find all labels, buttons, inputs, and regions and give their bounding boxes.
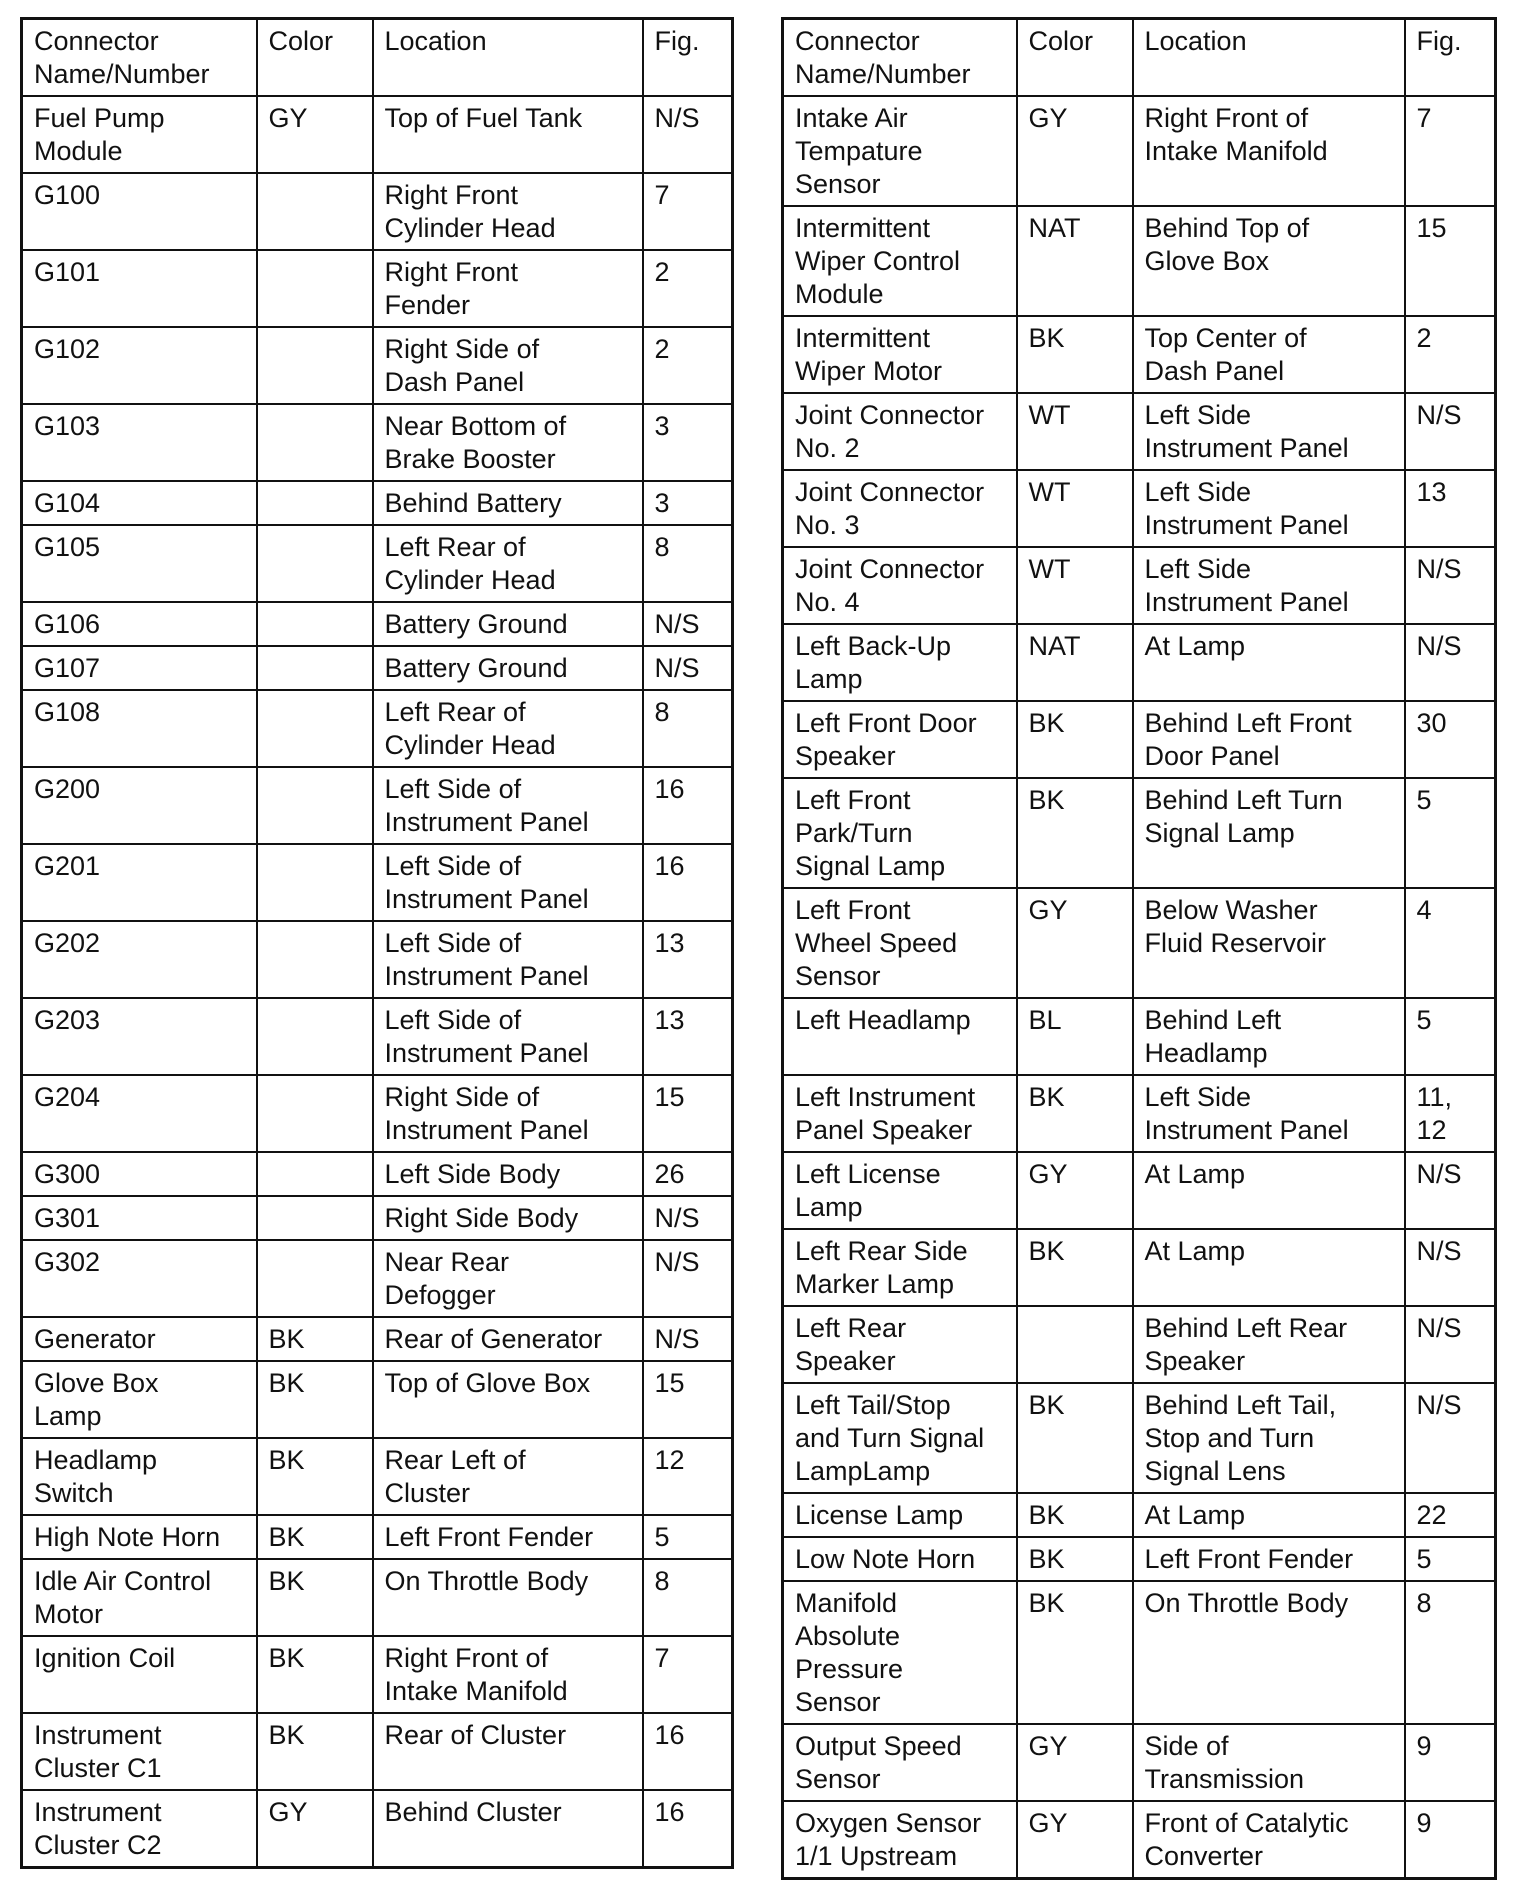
location-cell: At Lamp (1133, 624, 1405, 701)
location-cell: Behind Battery (373, 481, 643, 525)
table-row (22, 1636, 733, 1713)
figure-number-cell: 7 (643, 173, 733, 250)
table-row (22, 1152, 733, 1196)
figure-number-cell: 2 (643, 327, 733, 404)
figure-number-cell: N/S (643, 646, 733, 690)
location-cell: Below Washer Fluid Reservoir (1133, 888, 1405, 998)
wire-color-cell (257, 646, 373, 690)
wire-color-cell (257, 481, 373, 525)
figure-number-cell: N/S (643, 1196, 733, 1240)
figure-number-cell: 16 (643, 1713, 733, 1790)
figure-number-cell: 9 (1405, 1801, 1496, 1879)
connector-name-cell: Joint Connector No. 2 (783, 393, 1017, 470)
location-cell: Right Side of Instrument Panel (373, 1075, 643, 1152)
figure-number-cell: N/S (1405, 624, 1496, 701)
connector-name-cell: License Lamp (783, 1493, 1017, 1537)
wire-color-cell (257, 327, 373, 404)
connector-name-cell: G104 (22, 481, 257, 525)
connector-name-cell: G101 (22, 250, 257, 327)
table-row (22, 844, 733, 921)
table-row (783, 701, 1496, 778)
figure-number-cell: N/S (1405, 1152, 1496, 1229)
header-color: Color (257, 19, 373, 97)
location-cell: Left Front Fender (373, 1515, 643, 1559)
connector-name-cell: Manifold Absolute Pressure Sensor (783, 1581, 1017, 1724)
location-cell: Battery Ground (373, 646, 643, 690)
wire-color-cell (257, 690, 373, 767)
connector-name-cell: Intermittent Wiper Motor (783, 316, 1017, 393)
connector-name-cell: Left Front Park/Turn Signal Lamp (783, 778, 1017, 888)
figure-number-cell: N/S (1405, 1383, 1496, 1493)
connector-name-cell: Generator (22, 1317, 257, 1361)
wire-color-cell (257, 173, 373, 250)
connector-name-cell: Fuel Pump Module (22, 96, 257, 173)
location-cell: Right Side Body (373, 1196, 643, 1240)
table-row (783, 206, 1496, 316)
wire-color-cell: BL (1017, 998, 1133, 1075)
wire-color-cell: BK (1017, 778, 1133, 888)
table-header-row (22, 19, 733, 97)
table-row (783, 1152, 1496, 1229)
figure-number-cell: N/S (643, 1240, 733, 1317)
location-cell: Rear of Generator (373, 1317, 643, 1361)
location-cell: Left Side of Instrument Panel (373, 998, 643, 1075)
table-row (22, 250, 733, 327)
connector-name-cell: G108 (22, 690, 257, 767)
connector-name-cell: Left Front Wheel Speed Sensor (783, 888, 1017, 998)
wire-color-cell: BK (257, 1713, 373, 1790)
wire-color-cell: BK (1017, 1075, 1133, 1152)
location-cell: Behind Left Headlamp (1133, 998, 1405, 1075)
wire-color-cell: BK (1017, 1537, 1133, 1581)
table-row (22, 921, 733, 998)
location-cell: Left Side Instrument Panel (1133, 1075, 1405, 1152)
figure-number-cell: 16 (643, 767, 733, 844)
location-cell: Behind Cluster (373, 1790, 643, 1868)
table-row (22, 525, 733, 602)
location-cell: Left Side of Instrument Panel (373, 921, 643, 998)
connector-name-cell: G301 (22, 1196, 257, 1240)
table-row (783, 1383, 1496, 1493)
wire-color-cell (257, 767, 373, 844)
location-cell: Left Front Fender (1133, 1537, 1405, 1581)
table-row (22, 1713, 733, 1790)
location-cell: At Lamp (1133, 1152, 1405, 1229)
location-cell: Right Side of Dash Panel (373, 327, 643, 404)
wire-color-cell: BK (257, 1559, 373, 1636)
wire-color-cell: NAT (1017, 206, 1133, 316)
table-row (783, 998, 1496, 1075)
table-row (783, 1581, 1496, 1724)
figure-number-cell: 3 (643, 404, 733, 481)
connector-name-cell: Left Headlamp (783, 998, 1017, 1075)
table-row (783, 1306, 1496, 1383)
location-cell: At Lamp (1133, 1493, 1405, 1537)
table-row (22, 998, 733, 1075)
table-row (783, 1493, 1496, 1537)
connector-name-cell: Glove Box Lamp (22, 1361, 257, 1438)
table-row (22, 1559, 733, 1636)
figure-number-cell: 2 (643, 250, 733, 327)
wire-color-cell (257, 1152, 373, 1196)
connector-name-cell: G103 (22, 404, 257, 481)
figure-number-cell: N/S (1405, 547, 1496, 624)
location-cell: On Throttle Body (1133, 1581, 1405, 1724)
wire-color-cell (257, 921, 373, 998)
connector-name-cell: G204 (22, 1075, 257, 1152)
wire-color-cell: BK (257, 1636, 373, 1713)
connector-name-cell: G200 (22, 767, 257, 844)
table-row (22, 173, 733, 250)
table-row (22, 767, 733, 844)
connector-name-cell: Low Note Horn (783, 1537, 1017, 1581)
wire-color-cell (257, 1075, 373, 1152)
table-row (22, 1075, 733, 1152)
wire-color-cell: GY (1017, 1801, 1133, 1879)
wire-color-cell: BK (1017, 1383, 1133, 1493)
figure-number-cell: 8 (643, 525, 733, 602)
location-cell: Left Rear of Cylinder Head (373, 690, 643, 767)
connector-name-cell: Left Rear Side Marker Lamp (783, 1229, 1017, 1306)
connector-name-cell: Instrument Cluster C2 (22, 1790, 257, 1868)
connector-name-cell: G300 (22, 1152, 257, 1196)
connector-name-cell: G201 (22, 844, 257, 921)
figure-number-cell: 16 (643, 1790, 733, 1868)
table-row (22, 481, 733, 525)
wire-color-cell: BK (1017, 316, 1133, 393)
connector-name-cell: Left Back-Up Lamp (783, 624, 1017, 701)
figure-number-cell: N/S (643, 602, 733, 646)
figure-number-cell: 13 (1405, 470, 1496, 547)
figure-number-cell: 16 (643, 844, 733, 921)
location-cell: Rear of Cluster (373, 1713, 643, 1790)
header-location: Location (373, 19, 643, 97)
figure-number-cell: 4 (1405, 888, 1496, 998)
table-row (783, 624, 1496, 701)
location-cell: Front of Catalytic Converter (1133, 1801, 1405, 1879)
connector-name-cell: G105 (22, 525, 257, 602)
wire-color-cell (257, 404, 373, 481)
figure-number-cell: 3 (643, 481, 733, 525)
connector-name-cell: Intermittent Wiper Control Module (783, 206, 1017, 316)
wire-color-cell: GY (1017, 1724, 1133, 1801)
figure-number-cell: 13 (643, 921, 733, 998)
connector-table-right (781, 17, 1497, 1880)
wire-color-cell: GY (1017, 888, 1133, 998)
location-cell: Right Front of Intake Manifold (373, 1636, 643, 1713)
wire-color-cell: GY (257, 96, 373, 173)
table-row (783, 316, 1496, 393)
connector-name-cell: Output Speed Sensor (783, 1724, 1017, 1801)
connector-name-cell: Left License Lamp (783, 1152, 1017, 1229)
location-cell: Behind Left Front Door Panel (1133, 701, 1405, 778)
table-row (22, 1317, 733, 1361)
wire-color-cell (257, 844, 373, 921)
location-cell: Behind Left Tail, Stop and Turn Signal Lens (1133, 1383, 1405, 1493)
table-row (22, 1240, 733, 1317)
connector-table-left (20, 17, 734, 1869)
wire-color-cell (257, 250, 373, 327)
connector-name-cell: Headlamp Switch (22, 1438, 257, 1515)
wire-color-cell: BK (257, 1515, 373, 1559)
wire-color-cell (257, 1196, 373, 1240)
connector-name-cell: G102 (22, 327, 257, 404)
table-row (22, 602, 733, 646)
table-row (783, 1537, 1496, 1581)
connector-name-cell: High Note Horn (22, 1515, 257, 1559)
header-connector-name: Connector Name/Number (22, 19, 257, 97)
location-cell: At Lamp (1133, 1229, 1405, 1306)
figure-number-cell: 7 (1405, 96, 1496, 206)
figure-number-cell: N/S (643, 96, 733, 173)
figure-number-cell: 22 (1405, 1493, 1496, 1537)
table-row (22, 327, 733, 404)
location-cell: Rear Left of Cluster (373, 1438, 643, 1515)
location-cell: Left Side of Instrument Panel (373, 844, 643, 921)
wire-color-cell: WT (1017, 470, 1133, 547)
figure-number-cell: 5 (1405, 1537, 1496, 1581)
table-row (783, 96, 1496, 206)
wire-color-cell (257, 602, 373, 646)
figure-number-cell: 8 (643, 690, 733, 767)
location-cell: Battery Ground (373, 602, 643, 646)
connector-name-cell: Oxygen Sensor 1/1 Upstream (783, 1801, 1017, 1879)
figure-number-cell: 5 (643, 1515, 733, 1559)
wire-color-cell: GY (1017, 1152, 1133, 1229)
figure-number-cell: 15 (643, 1361, 733, 1438)
table-row (22, 690, 733, 767)
location-cell: Top Center of Dash Panel (1133, 316, 1405, 393)
connector-name-cell: Left Tail/Stop and Turn Signal LampLamp (783, 1383, 1017, 1493)
location-cell: Near Bottom of Brake Booster (373, 404, 643, 481)
connector-name-cell: Joint Connector No. 3 (783, 470, 1017, 547)
table-header-row (783, 19, 1496, 97)
header-location: Location (1133, 19, 1405, 97)
location-cell: Right Front of Intake Manifold (1133, 96, 1405, 206)
header-fig: Fig. (643, 19, 733, 97)
figure-number-cell: 15 (643, 1075, 733, 1152)
connector-name-cell: G106 (22, 602, 257, 646)
wire-color-cell: BK (1017, 1493, 1133, 1537)
table-row (22, 1790, 733, 1868)
location-cell: Side of Transmission (1133, 1724, 1405, 1801)
location-cell: On Throttle Body (373, 1559, 643, 1636)
figure-number-cell: N/S (1405, 1229, 1496, 1306)
connector-name-cell: G107 (22, 646, 257, 690)
location-cell: Left Side of Instrument Panel (373, 767, 643, 844)
connector-name-cell: G100 (22, 173, 257, 250)
connector-name-cell: Joint Connector No. 4 (783, 547, 1017, 624)
figure-number-cell: 9 (1405, 1724, 1496, 1801)
table-row (783, 1724, 1496, 1801)
location-cell: Behind Top of Glove Box (1133, 206, 1405, 316)
wire-color-cell (1017, 1306, 1133, 1383)
figure-number-cell: 8 (1405, 1581, 1496, 1724)
table-row (783, 1801, 1496, 1879)
connector-name-cell: G202 (22, 921, 257, 998)
wire-color-cell: GY (1017, 96, 1133, 206)
table-row (783, 888, 1496, 998)
location-cell: Behind Left Turn Signal Lamp (1133, 778, 1405, 888)
location-cell: Left Side Body (373, 1152, 643, 1196)
wire-color-cell: BK (1017, 1229, 1133, 1306)
wire-color-cell: WT (1017, 393, 1133, 470)
figure-number-cell: 2 (1405, 316, 1496, 393)
header-fig: Fig. (1405, 19, 1496, 97)
wire-color-cell: BK (1017, 1581, 1133, 1724)
wire-color-cell: NAT (1017, 624, 1133, 701)
connector-name-cell: Intake Air Tempature Sensor (783, 96, 1017, 206)
figure-number-cell: N/S (643, 1317, 733, 1361)
table-row (22, 404, 733, 481)
connector-name-cell: Instrument Cluster C1 (22, 1713, 257, 1790)
connector-name-cell: G302 (22, 1240, 257, 1317)
connector-name-cell: Left Rear Speaker (783, 1306, 1017, 1383)
connector-name-cell: Left Instrument Panel Speaker (783, 1075, 1017, 1152)
wire-color-cell: WT (1017, 547, 1133, 624)
wire-color-cell: BK (1017, 701, 1133, 778)
header-connector-name: Connector Name/Number (783, 19, 1017, 97)
table-row (22, 1196, 733, 1240)
wire-color-cell (257, 1240, 373, 1317)
table-row (22, 646, 733, 690)
table-row (783, 1229, 1496, 1306)
table-row (783, 393, 1496, 470)
location-cell: Left Side Instrument Panel (1133, 547, 1405, 624)
wire-color-cell: BK (257, 1317, 373, 1361)
location-cell: Near Rear Defogger (373, 1240, 643, 1317)
figure-number-cell: 30 (1405, 701, 1496, 778)
connector-name-cell: Ignition Coil (22, 1636, 257, 1713)
location-cell: Left Side Instrument Panel (1133, 393, 1405, 470)
connector-name-cell: Idle Air Control Motor (22, 1559, 257, 1636)
table-row (783, 1075, 1496, 1152)
wire-color-cell: GY (257, 1790, 373, 1868)
figure-number-cell: 8 (643, 1559, 733, 1636)
location-cell: Top of Fuel Tank (373, 96, 643, 173)
figure-number-cell: N/S (1405, 393, 1496, 470)
table-row (22, 1515, 733, 1559)
wire-color-cell: BK (257, 1438, 373, 1515)
table-row (783, 470, 1496, 547)
wire-color-cell (257, 525, 373, 602)
figure-number-cell: 7 (643, 1636, 733, 1713)
figure-number-cell: 12 (643, 1438, 733, 1515)
figure-number-cell: 5 (1405, 778, 1496, 888)
figure-number-cell: 5 (1405, 998, 1496, 1075)
location-cell: Left Rear of Cylinder Head (373, 525, 643, 602)
location-cell: Behind Left Rear Speaker (1133, 1306, 1405, 1383)
wire-color-cell (257, 998, 373, 1075)
connector-name-cell: G203 (22, 998, 257, 1075)
connector-name-cell: Left Front Door Speaker (783, 701, 1017, 778)
location-cell: Left Side Instrument Panel (1133, 470, 1405, 547)
table-row (783, 778, 1496, 888)
table-row (22, 1361, 733, 1438)
header-color: Color (1017, 19, 1133, 97)
table-row (22, 96, 733, 173)
location-cell: Right Front Fender (373, 250, 643, 327)
figure-number-cell: 13 (643, 998, 733, 1075)
figure-number-cell: 11, 12 (1405, 1075, 1496, 1152)
location-cell: Top of Glove Box (373, 1361, 643, 1438)
figure-number-cell: 26 (643, 1152, 733, 1196)
table-row (22, 1438, 733, 1515)
location-cell: Right Front Cylinder Head (373, 173, 643, 250)
table-row (783, 547, 1496, 624)
figure-number-cell: N/S (1405, 1306, 1496, 1383)
figure-number-cell: 15 (1405, 206, 1496, 316)
wire-color-cell: BK (257, 1361, 373, 1438)
